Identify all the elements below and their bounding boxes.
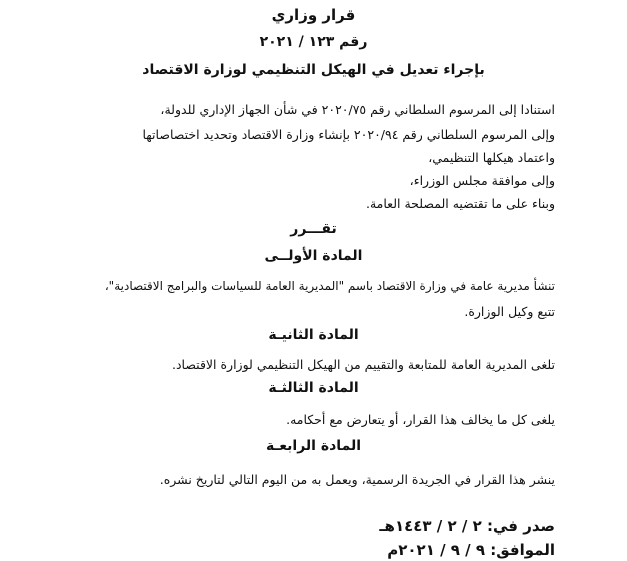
article-4-heading: المادة الرابعـة (265, 438, 362, 454)
article-3-text: يلغى كل ما يخالف هذا القرار، أو يتعارض مع أحكامه. (286, 412, 555, 427)
decree-title: قرار وزاري (271, 6, 356, 24)
article-1-text: تتبع وكيل الوزارة. (464, 304, 555, 319)
article-4-text: ينشر هذا القرار في الجريدة الرسمية، ويعمل به من اليوم التالي لتاريخ نشره. (159, 472, 555, 487)
article-2-heading: المادة الثانيـة (268, 327, 359, 343)
article-3-heading: المادة الثالثـة (268, 380, 359, 396)
decree-subject: بإجراء تعديل في الهيكل التنظيمي لوزارة الاقتصاد (142, 62, 485, 78)
article-2-text: تلغى المديرية العامة للمتابعة والتقييم من الهيكل التنظيمي لوزارة الاقتصاد. (171, 357, 555, 372)
decree-number: رقم ١٢٣ / ٢٠٢١ (259, 34, 368, 50)
preamble-line: وبناء على ما تقتضيه المصلحة العامة. (366, 196, 555, 211)
article-1-text: تنشأ مديرية عامة في وزارة الاقتصاد باسم "المديرية العامة للسياسات والبرامج الاقتصادية"، (104, 279, 555, 293)
preamble-line: واعتماد هيكلها التنظيمي، (428, 150, 555, 165)
issued-date: صدر في: ٢ / ٢ / ١٤٤٣هـ (379, 517, 555, 535)
preamble-line: وإلى المرسوم السلطاني رقم ٢٠٢٠/٩٤ بإنشاء وزارة الاقتصاد وتحديد اختصاصاتها (142, 127, 555, 142)
preamble-line: استنادا إلى المرسوم السلطاني رقم ٢٠٢٠/٧٥ في شأن الجهاز الإداري للدولة، (160, 102, 555, 117)
preamble-line: وإلى موافقة مجلس الوزراء، (409, 173, 555, 188)
decides-heading: تقـــرر (290, 221, 337, 237)
corresponding-date: الموافق: ٩ / ٩ / ٢٠٢١م (387, 541, 555, 559)
article-1-heading: المادة الأولــى (264, 248, 363, 264)
